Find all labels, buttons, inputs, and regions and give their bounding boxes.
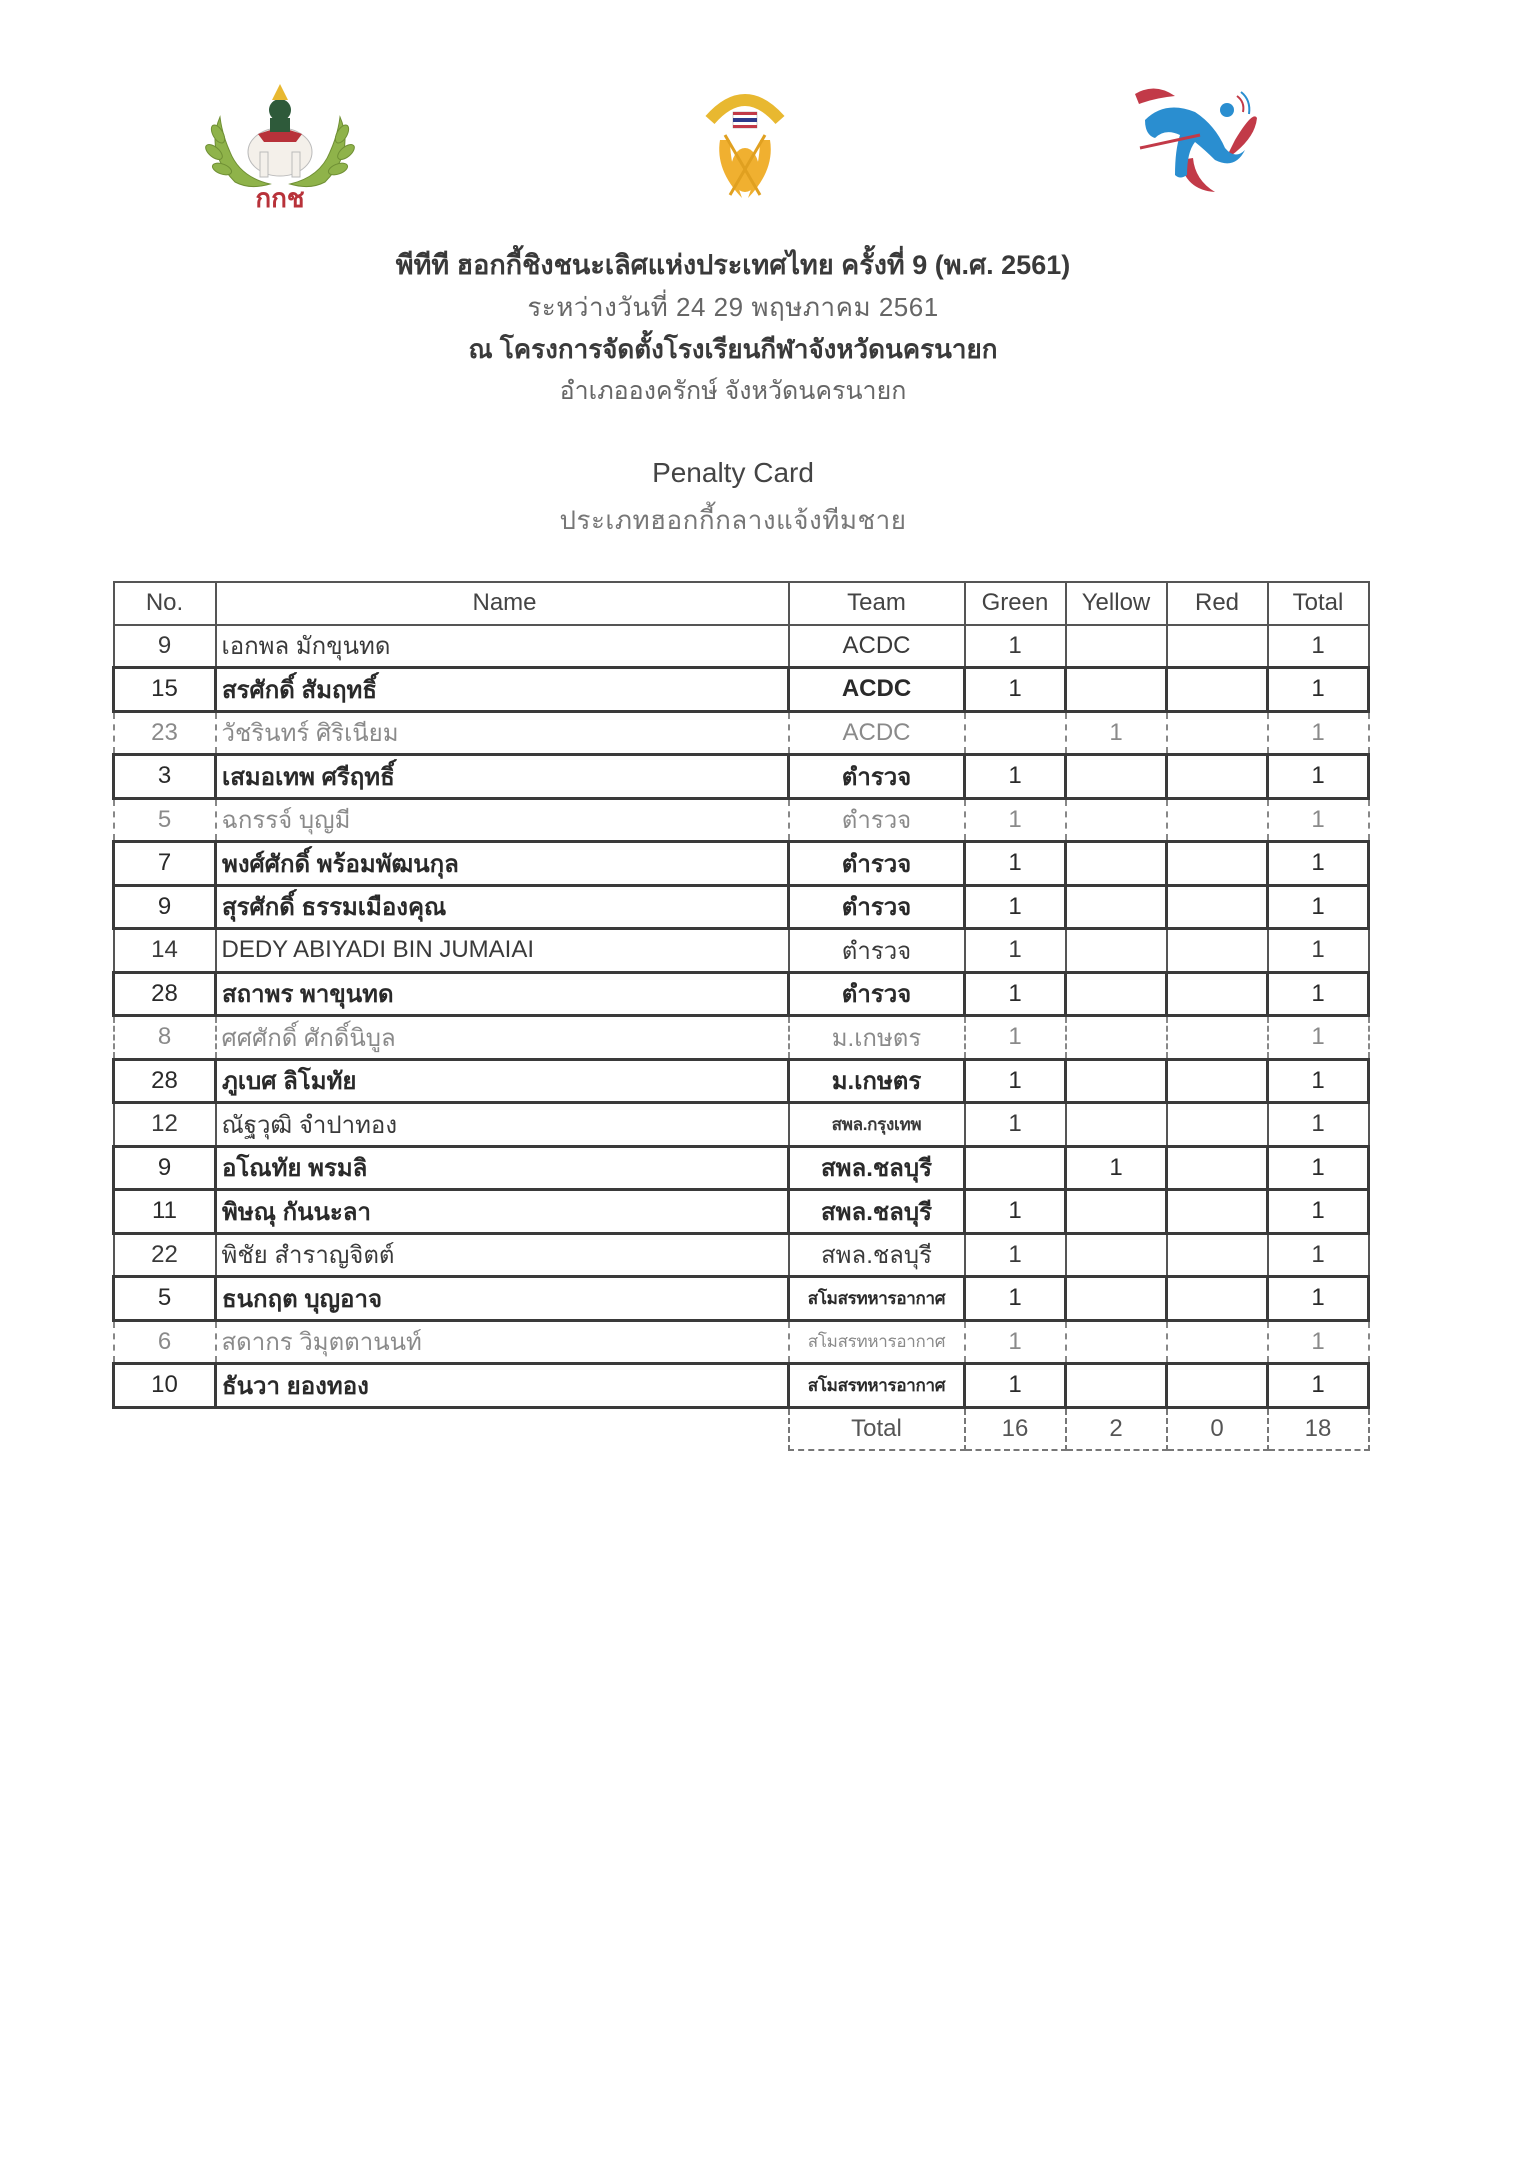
card-total: 1 bbox=[1268, 929, 1369, 973]
player-name: สถาพร พาขุนทด bbox=[216, 972, 789, 1016]
player-number: 5 bbox=[114, 1277, 216, 1321]
player-number: 23 bbox=[114, 711, 216, 755]
table-row bbox=[114, 972, 1369, 1016]
red-card-count bbox=[1167, 711, 1268, 755]
player-name: สรศักดิ์ สัมฤทธิ์ bbox=[216, 668, 789, 712]
green-card-count: 1 bbox=[965, 755, 1066, 799]
yellow-card-count bbox=[1066, 1364, 1167, 1408]
player-number: 11 bbox=[114, 1190, 216, 1234]
card-total: 1 bbox=[1268, 1233, 1369, 1277]
green-card-count: 1 bbox=[965, 885, 1066, 929]
red-card-count bbox=[1167, 1103, 1268, 1147]
table-row bbox=[114, 1277, 1369, 1321]
player-name: ฉกรรจ์ บุญมี bbox=[216, 798, 789, 842]
card-total: 1 bbox=[1268, 1146, 1369, 1190]
red-card-count bbox=[1167, 972, 1268, 1016]
table-row bbox=[114, 1103, 1369, 1147]
yellow-card-count bbox=[1066, 972, 1167, 1016]
column-header-total: Total bbox=[1268, 582, 1369, 625]
green-card-count: 1 bbox=[965, 1277, 1066, 1321]
green-card-count: 1 bbox=[965, 625, 1066, 668]
table-row bbox=[114, 1146, 1369, 1190]
team-name: ACDC bbox=[789, 668, 965, 712]
totals-yellow: 2 bbox=[1066, 1407, 1167, 1450]
green-card-count: 1 bbox=[965, 798, 1066, 842]
team-name: ตำรวจ bbox=[789, 755, 965, 799]
tournament-venue: ณ โครงการจัดตั้งโรงเรียนกีฬาจังหวัดนครนายก bbox=[468, 334, 998, 364]
hockey-player-pictogram-icon bbox=[1125, 80, 1265, 195]
green-card-count: 1 bbox=[965, 1190, 1066, 1234]
table-header-row bbox=[114, 582, 1369, 625]
player-name: ศศศักดิ์ ศักดิ์นิบูล bbox=[216, 1016, 789, 1060]
thai-hockey-association-emblem-icon bbox=[200, 72, 360, 212]
player-name: ธนกฤต บุญอาจ bbox=[216, 1277, 789, 1321]
green-card-count: 1 bbox=[965, 929, 1066, 973]
team-name: ตำรวจ bbox=[789, 885, 965, 929]
table-row bbox=[114, 1059, 1369, 1103]
team-name: ตำรวจ bbox=[789, 929, 965, 973]
svg-text:กกช: กกช bbox=[255, 184, 305, 212]
card-total: 1 bbox=[1268, 1059, 1369, 1103]
table-row bbox=[114, 1320, 1369, 1364]
green-card-count: 1 bbox=[965, 842, 1066, 886]
totals-row bbox=[114, 1407, 1369, 1450]
player-number: 28 bbox=[114, 972, 216, 1016]
yellow-card-count bbox=[1066, 1190, 1167, 1234]
card-total: 1 bbox=[1268, 711, 1369, 755]
yellow-card-count bbox=[1066, 885, 1167, 929]
table-row bbox=[114, 1016, 1369, 1060]
yellow-card-count bbox=[1066, 1277, 1167, 1321]
card-total: 1 bbox=[1268, 1103, 1369, 1147]
player-number: 28 bbox=[114, 1059, 216, 1103]
yellow-card-count bbox=[1066, 1103, 1167, 1147]
yellow-card-count bbox=[1066, 1233, 1167, 1277]
green-card-count bbox=[965, 711, 1066, 755]
table-row bbox=[114, 1190, 1369, 1234]
team-name: ACDC bbox=[789, 711, 965, 755]
totals-red: 0 bbox=[1167, 1407, 1268, 1450]
team-name: สพล.ชลบุรี bbox=[789, 1233, 965, 1277]
yellow-card-count bbox=[1066, 929, 1167, 973]
card-total: 1 bbox=[1268, 1320, 1369, 1364]
player-name: ภูเบศ ลิโมทัย bbox=[216, 1059, 789, 1103]
green-card-count: 1 bbox=[965, 1364, 1066, 1408]
green-card-count: 1 bbox=[965, 668, 1066, 712]
player-number: 7 bbox=[114, 842, 216, 886]
yellow-card-count bbox=[1066, 1016, 1167, 1060]
red-card-count bbox=[1167, 1320, 1268, 1364]
column-header-name: Name bbox=[216, 582, 789, 625]
player-name: สดากร วิมุตตานนท์ bbox=[216, 1320, 789, 1364]
red-card-count bbox=[1167, 668, 1268, 712]
totals-label: Total bbox=[789, 1407, 965, 1450]
table-row bbox=[114, 842, 1369, 886]
team-name: ม.เกษตร bbox=[789, 1059, 965, 1103]
table-row bbox=[114, 929, 1369, 973]
card-total: 1 bbox=[1268, 885, 1369, 929]
player-name: ธันวา ยองทอง bbox=[216, 1364, 789, 1408]
red-card-count bbox=[1167, 929, 1268, 973]
green-card-count: 1 bbox=[965, 1016, 1066, 1060]
red-card-count bbox=[1167, 842, 1268, 886]
red-card-count bbox=[1167, 1277, 1268, 1321]
table-row bbox=[114, 755, 1369, 799]
green-card-count: 1 bbox=[965, 972, 1066, 1016]
player-number: 9 bbox=[114, 1146, 216, 1190]
team-name: สโมสรทหารอากาศ bbox=[789, 1277, 965, 1321]
table-row bbox=[114, 1364, 1369, 1408]
player-number: 15 bbox=[114, 668, 216, 712]
player-number: 9 bbox=[114, 625, 216, 668]
red-card-count bbox=[1167, 1016, 1268, 1060]
player-name: ณัฐวุฒิ จำปาทอง bbox=[216, 1103, 789, 1147]
card-total: 1 bbox=[1268, 668, 1369, 712]
card-total: 1 bbox=[1268, 755, 1369, 799]
team-name: ACDC bbox=[789, 625, 965, 668]
player-name: เสมอเทพ ศรีฤทธิ์ bbox=[216, 755, 789, 799]
player-name: DEDY ABIYADI BIN JUMAIAI bbox=[216, 929, 789, 973]
competition-category: ประเภทฮอกกี้กลางแจ้งทีมชาย bbox=[559, 505, 907, 535]
totals-blank-cell bbox=[114, 1407, 216, 1450]
document-title: Penalty Card bbox=[652, 457, 814, 488]
card-total: 1 bbox=[1268, 1016, 1369, 1060]
red-card-count bbox=[1167, 798, 1268, 842]
player-number: 14 bbox=[114, 929, 216, 973]
tournament-dates: ระหว่างวันที่ 24 29 พฤษภาคม 2561 bbox=[527, 292, 939, 322]
card-total: 1 bbox=[1268, 625, 1369, 668]
card-total: 1 bbox=[1268, 1364, 1369, 1408]
team-name: สพล.ชลบุรี bbox=[789, 1146, 965, 1190]
yellow-card-count bbox=[1066, 668, 1167, 712]
green-card-count bbox=[965, 1146, 1066, 1190]
green-card-count: 1 bbox=[965, 1103, 1066, 1147]
player-name: พงศ์ศักดิ์ พร้อมพัฒนกุล bbox=[216, 842, 789, 886]
card-total: 1 bbox=[1268, 842, 1369, 886]
player-number: 5 bbox=[114, 798, 216, 842]
table-row bbox=[114, 625, 1369, 668]
player-name: เอกพล มักขุนทด bbox=[216, 625, 789, 668]
red-card-count bbox=[1167, 625, 1268, 668]
red-card-count bbox=[1167, 755, 1268, 799]
tournament-district: อำเภอองครักษ์ จังหวัดนครนายก bbox=[559, 377, 907, 405]
red-card-count bbox=[1167, 1059, 1268, 1103]
card-total: 1 bbox=[1268, 1190, 1369, 1234]
red-card-count bbox=[1167, 1233, 1268, 1277]
card-total: 1 bbox=[1268, 1277, 1369, 1321]
team-name: ตำรวจ bbox=[789, 798, 965, 842]
tournament-title: พีทีที ฮอกกี้ชิงชนะเลิศแห่งประเทศไทย ครั้งที่ 9 (พ.ศ. 2561) bbox=[395, 250, 1071, 280]
yellow-card-count: 1 bbox=[1066, 1146, 1167, 1190]
table-row bbox=[114, 798, 1369, 842]
player-number: 12 bbox=[114, 1103, 216, 1147]
player-number: 3 bbox=[114, 755, 216, 799]
red-card-count bbox=[1167, 885, 1268, 929]
red-card-count bbox=[1167, 1190, 1268, 1234]
player-name: สุรศักดิ์ ธรรมเมืองคุณ bbox=[216, 885, 789, 929]
yellow-card-count: 1 bbox=[1066, 711, 1167, 755]
yellow-card-count bbox=[1066, 1320, 1167, 1364]
team-name: ม.เกษตร bbox=[789, 1016, 965, 1060]
player-number: 9 bbox=[114, 885, 216, 929]
team-name: สโมสรทหารอากาศ bbox=[789, 1320, 965, 1364]
table-row bbox=[114, 711, 1369, 755]
player-name: วัชรินทร์ ศิริเนียม bbox=[216, 711, 789, 755]
yellow-card-count bbox=[1066, 798, 1167, 842]
column-header-red: Red bbox=[1167, 582, 1268, 625]
yellow-card-count bbox=[1066, 1059, 1167, 1103]
team-name: ตำรวจ bbox=[789, 842, 965, 886]
column-header-team: Team bbox=[789, 582, 965, 625]
red-card-count bbox=[1167, 1146, 1268, 1190]
card-total: 1 bbox=[1268, 972, 1369, 1016]
team-name: ตำรวจ bbox=[789, 972, 965, 1016]
red-card-count bbox=[1167, 1364, 1268, 1408]
player-number: 6 bbox=[114, 1320, 216, 1364]
team-name: สพล.กรุงเทพ bbox=[789, 1103, 965, 1147]
table-row bbox=[114, 668, 1369, 712]
column-header-no: No. bbox=[114, 582, 216, 625]
player-name: พิชัย สำราญจิตต์ bbox=[216, 1233, 789, 1277]
thailand-hockey-association-crest-icon bbox=[700, 80, 790, 205]
yellow-card-count bbox=[1066, 755, 1167, 799]
column-header-green: Green bbox=[965, 582, 1066, 625]
totals-total: 18 bbox=[1268, 1407, 1369, 1450]
player-number: 8 bbox=[114, 1016, 216, 1060]
team-name: สโมสรทหารอากาศ bbox=[789, 1364, 965, 1408]
card-total: 1 bbox=[1268, 798, 1369, 842]
player-name: อโณทัย พรมลิ bbox=[216, 1146, 789, 1190]
column-header-yellow: Yellow bbox=[1066, 582, 1167, 625]
green-card-count: 1 bbox=[965, 1320, 1066, 1364]
table-row bbox=[114, 1233, 1369, 1277]
penalty-card-table bbox=[112, 581, 1370, 1451]
green-card-count: 1 bbox=[965, 1233, 1066, 1277]
table-row bbox=[114, 885, 1369, 929]
yellow-card-count bbox=[1066, 842, 1167, 886]
player-number: 22 bbox=[114, 1233, 216, 1277]
green-card-count: 1 bbox=[965, 1059, 1066, 1103]
player-number: 10 bbox=[114, 1364, 216, 1408]
yellow-card-count bbox=[1066, 625, 1167, 668]
totals-blank-cell bbox=[216, 1407, 789, 1450]
totals-green: 16 bbox=[965, 1407, 1066, 1450]
team-name: สพล.ชลบุรี bbox=[789, 1190, 965, 1234]
player-name: พิษณุ กันนะลา bbox=[216, 1190, 789, 1234]
